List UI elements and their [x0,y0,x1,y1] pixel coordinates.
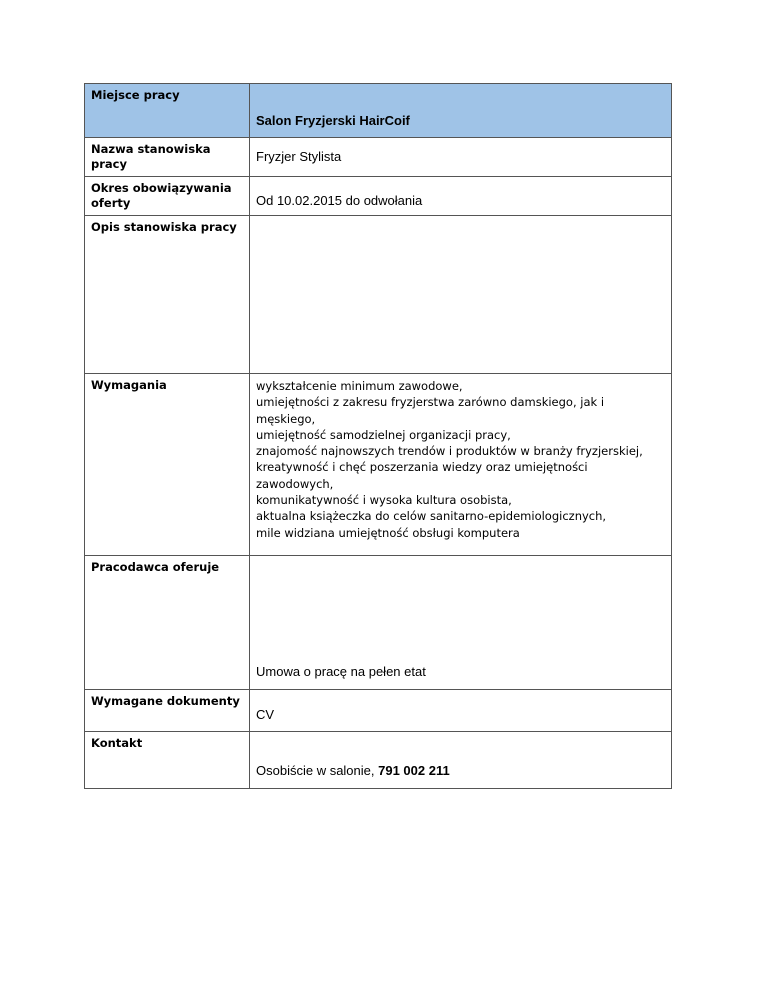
label-cell [85,177,250,216]
offer-value: Umowa o pracę na pełen etat [256,664,426,679]
contact-text: Osobiście w salonie, [256,763,379,778]
row-contact [85,732,672,789]
offer-label: Pracodawca oferuje [91,560,220,574]
value-cell [250,374,672,556]
value-cell [250,138,672,177]
requirement-item: wykształcenie minimum zawodowe, [256,379,463,393]
row-workplace [85,84,672,138]
requirement-item: umiejętności z zakresu fryzjerstwa zarówno damskiego, jak i męskiego, [256,395,605,426]
value-cell [250,732,672,789]
label-cell [85,690,250,732]
workplace-value: Salon Fryzjerski HairCoif [256,113,410,128]
position-value: Fryzjer Stylista [256,149,342,164]
documents-value: CV [256,707,275,722]
label-cell [85,374,250,556]
requirement-item: kreatywność i chęć poszerzania wiedzy oraz umiejętności zawodowych, [256,460,588,491]
position-label: Nazwa stanowiska pracy [91,142,211,171]
value-cell [250,177,672,216]
requirement-item: mile widziana umiejętność obsługi komputera [256,525,520,540]
value-cell [250,556,672,690]
label-cell [85,732,250,789]
row-requirements [85,374,672,556]
label-cell [85,216,250,374]
validity-value: Od 10.02.2015 do odwołania [256,193,423,208]
value-cell [250,216,672,374]
row-description [85,216,672,374]
contact-phone: 791 002 211 [378,763,450,778]
requirement-item: aktualna książeczka do celów sanitarno-epidemiologicznych, [256,509,607,524]
contact-label: Kontakt [91,736,143,750]
description-label: Opis stanowiska pracy [91,220,237,234]
job-offer-table [84,83,672,789]
workplace-label: Miejsce pracy [91,88,180,102]
contact-value [250,732,671,779]
requirement-item: znajomość najnowszych trendów i produktów w branży fryzjerskiej, [256,444,643,459]
label-cell [85,556,250,690]
value-cell [250,84,672,138]
row-position [85,138,672,177]
value-cell [250,690,672,732]
label-cell [85,84,250,138]
row-documents [85,690,672,732]
row-validity [85,177,672,216]
label-cell [85,138,250,177]
row-offer [85,556,672,690]
requirement-item: komunikatywność i wysoka kultura osobista, [256,493,512,508]
validity-label: Okres obowiązywania oferty [91,181,232,210]
requirements-list [250,374,671,545]
documents-label: Wymagane dokumenty [91,694,240,708]
requirements-label: Wymagania [91,378,167,392]
requirement-item: umiejętność samodzielnej organizacji pracy, [256,427,511,442]
